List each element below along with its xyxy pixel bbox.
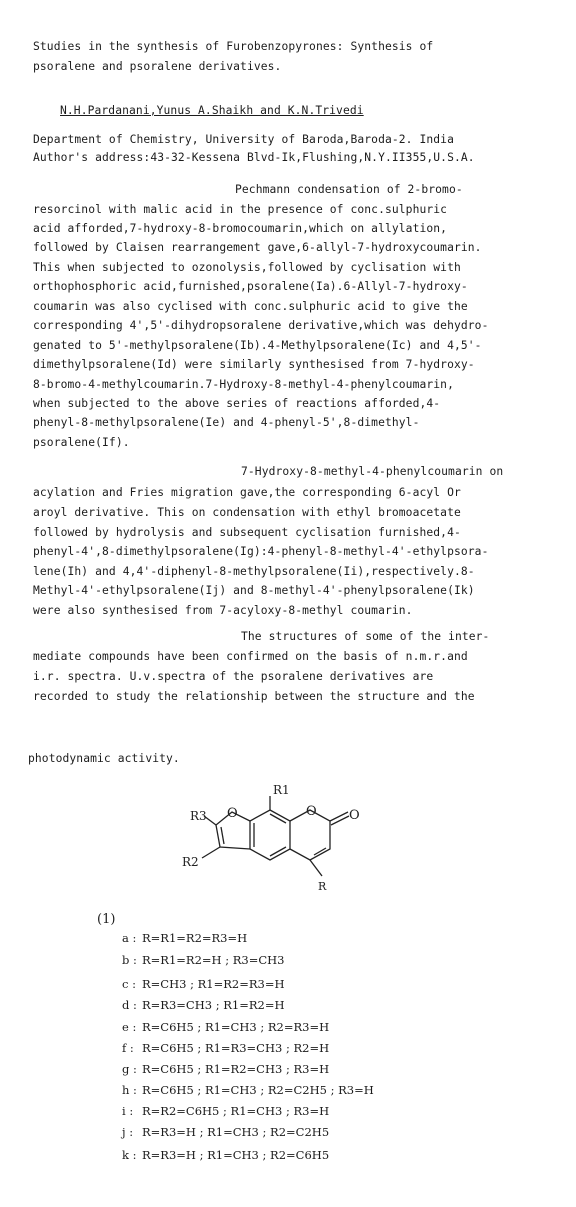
body-line: lene(Ih) and 4,4'-diphenyl-8-methylpsoralene(Ii),respectively.8- bbox=[33, 565, 475, 578]
body-line: recorded to study the relationship between the structure and the bbox=[33, 690, 475, 703]
body-line: This when subjected to ozonolysis,followed by cyclisation with bbox=[33, 261, 461, 274]
compound-key: g : bbox=[122, 1062, 137, 1076]
title-line-1: Studies in the synthesis of Furobenzopyrones: Synthesis of bbox=[33, 40, 434, 53]
body-line: acylation and Fries migration gave,the corresponding 6-acyl Or bbox=[33, 486, 461, 499]
compound-key: c : bbox=[122, 977, 136, 991]
r2-label: R2 bbox=[182, 855, 199, 869]
body-line: 7-Hydroxy-8-methyl-4-phenylcoumarin on bbox=[241, 465, 504, 478]
compound-key: k : bbox=[122, 1148, 137, 1162]
compound-row bbox=[122, 1125, 329, 1139]
body-line: mediate compounds have been confirmed on the basis of n.m.r.and bbox=[33, 650, 468, 663]
pyrone-oxygen: O bbox=[306, 804, 317, 819]
body-line: 8-bromo-4-methylcoumarin.7-Hydroxy-8-methyl-4-phenylcoumarin, bbox=[33, 378, 454, 391]
compound-formula: R=C6H5 ; R1=CH3 ; R2=R3=H bbox=[142, 1020, 330, 1034]
carbonyl-oxygen: O bbox=[349, 808, 360, 823]
r3-label: R3 bbox=[190, 809, 207, 823]
compound-formula: R=R3=H ; R1=CH3 ; R2=C6H5 bbox=[142, 1148, 330, 1162]
compound-formula: R=R3=H ; R1=CH3 ; R2=C2H5 bbox=[142, 1125, 330, 1139]
body-line: The structures of some of the inter- bbox=[241, 630, 490, 643]
body-line: when subjected to the above series of reactions afforded,4- bbox=[33, 397, 441, 410]
title-line-2: psoralene and psoralene derivatives. bbox=[33, 60, 282, 73]
compound-key: i : bbox=[122, 1104, 134, 1118]
body-line: phenyl-8-methylpsoralene(Ie) and 4-phenyl-5',8-dimethyl- bbox=[33, 416, 420, 429]
authors: N.H.Pardanani,Yunus A.Shaikh and K.N.Trivedi bbox=[60, 104, 364, 117]
body-line: followed by Claisen rearrangement gave,6-allyl-7-hydroxycoumarin. bbox=[33, 241, 482, 254]
compound-row bbox=[122, 953, 285, 967]
compound-key: f : bbox=[122, 1041, 134, 1055]
body-line: Methyl-4'-ethylpsoralene(Ij) and 8-methyl-4'-phenylpsoralene(Ik) bbox=[33, 584, 475, 597]
body-line: resorcinol with malic acid in the presence of conc.sulphuric bbox=[33, 203, 448, 216]
compound-number: (1) bbox=[97, 912, 116, 927]
furan-oxygen: O bbox=[227, 806, 238, 821]
body-line: phenyl-4',8-dimethylpsoralene(Ig):4-phenyl-8-methyl-4'-ethylpsora- bbox=[33, 545, 489, 558]
compound-formula: R=R3=CH3 ; R1=R2=H bbox=[142, 998, 285, 1012]
compound-row bbox=[122, 931, 247, 945]
body-line: followed by hydrolysis and subsequent cyclisation furnished,4- bbox=[33, 526, 461, 539]
body-line: corresponding 4',5'-dihydropsoralene derivative,which was dehydro- bbox=[33, 319, 489, 332]
compound-key: d : bbox=[122, 998, 137, 1012]
compound-row bbox=[122, 1148, 329, 1162]
body-line: acid afforded,7-hydroxy-8-bromocoumarin,which on allylation, bbox=[33, 222, 448, 235]
compound-row bbox=[122, 1062, 329, 1076]
compound-row bbox=[122, 1041, 329, 1055]
compound-formula: R=R1=R2=R3=H bbox=[142, 931, 248, 945]
body-line: coumarin was also cyclised with conc.sulphuric acid to give the bbox=[33, 300, 468, 313]
compound-key: h : bbox=[122, 1083, 137, 1097]
compound-formula: R=C6H5 ; R1=R2=CH3 ; R3=H bbox=[142, 1062, 330, 1076]
affiliation-line-1: Department of Chemistry, University of Baroda,Baroda-2. India bbox=[33, 133, 454, 146]
compound-formula: R=C6H5 ; R1=R3=CH3 ; R2=H bbox=[142, 1041, 330, 1055]
body-line: genated to 5'-methylpsoralene(Ib).4-Methylpsoralene(Ic) and 4,5'- bbox=[33, 339, 482, 352]
compound-key: a : bbox=[122, 931, 137, 945]
compound-key: b : bbox=[122, 953, 137, 967]
compound-row bbox=[122, 977, 285, 991]
compound-formula: R=R1=R2=H ; R3=CH3 bbox=[142, 953, 285, 967]
compound-row bbox=[122, 998, 285, 1012]
compound-key: j : bbox=[122, 1125, 134, 1139]
compound-formula: R=CH3 ; R1=R2=R3=H bbox=[142, 977, 285, 991]
closing-line: photodynamic activity. bbox=[28, 752, 180, 765]
body-line: aroyl derivative. This on condensation with ethyl bromoacetate bbox=[33, 506, 461, 519]
compound-row bbox=[122, 1083, 374, 1097]
compound-formula: R=C6H5 ; R1=CH3 ; R2=C2H5 ; R3=H bbox=[142, 1083, 374, 1097]
compound-key: e : bbox=[122, 1020, 137, 1034]
compound-formula: R=R2=C6H5 ; R1=CH3 ; R3=H bbox=[142, 1104, 330, 1118]
body-line: orthophosphoric acid,furnished,psoralene(Ia).6-Allyl-7-hydroxy- bbox=[33, 280, 468, 293]
benzene-ring bbox=[250, 810, 290, 860]
compound-row bbox=[122, 1020, 329, 1034]
r-label: R bbox=[318, 880, 327, 893]
body-line: dimethylpsoralene(Id) were similarly synthesised from 7-hydroxy- bbox=[33, 358, 475, 371]
body-line: i.r. spectra. U.v.spectra of the psoralene derivatives are bbox=[33, 670, 434, 683]
body-line: were also synthesised from 7-acyloxy-8-methyl coumarin. bbox=[33, 604, 413, 617]
affiliation-line-2: Author's address:43-32-Kessena Blvd-Ik,Flushing,N.Y.II355,U.S.A. bbox=[33, 151, 475, 164]
body-line: Pechmann condensation of 2-bromo- bbox=[235, 183, 463, 196]
body-line: psoralene(If). bbox=[33, 436, 130, 449]
r1-label: R1 bbox=[273, 783, 290, 797]
compound-row bbox=[122, 1104, 329, 1118]
